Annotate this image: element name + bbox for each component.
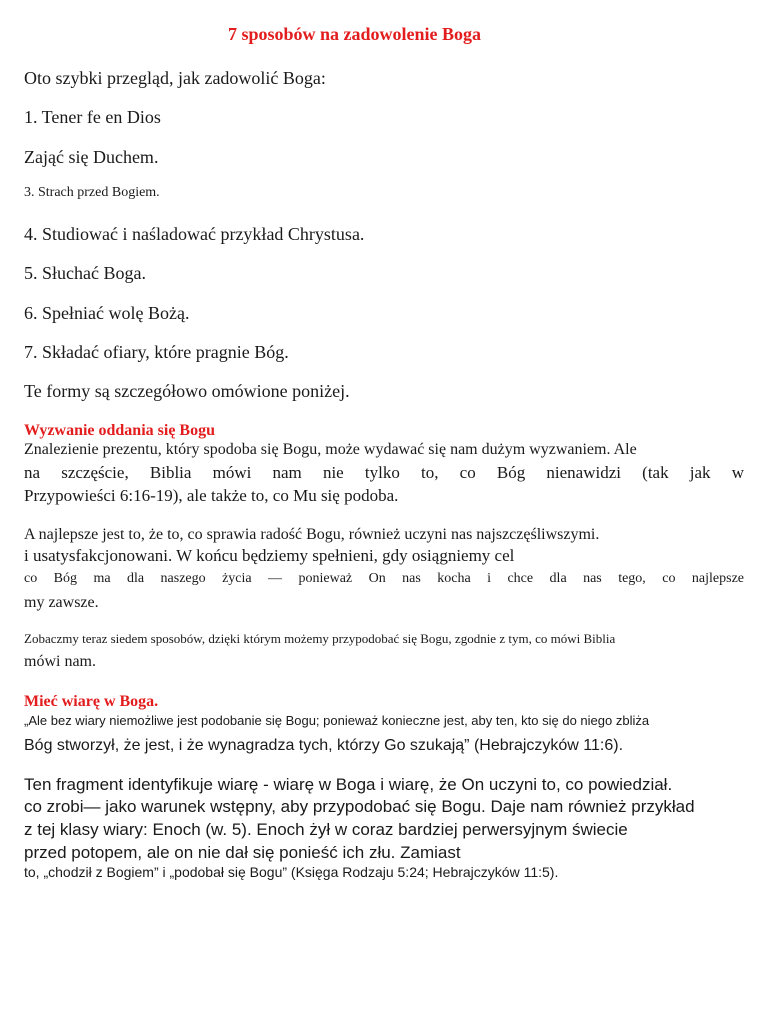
list-item: 4. Studiować i naśladować przykład Chrystusa. xyxy=(24,224,365,244)
section-heading: Mieć wiarę w Boga. xyxy=(24,693,159,710)
list-item: Zająć się Duchem. xyxy=(24,147,159,167)
list-item: 6. Spełniać wolę Bożą. xyxy=(24,303,190,323)
paragraph-line: Przypowieści 6:16-19), ale także to, co Mu się podoba. xyxy=(24,486,399,505)
list-item: 3. Strach przed Bogiem. xyxy=(24,185,160,200)
paragraph-line: to, „chodził z Bogiem” i „podobał się Bogu” (Księga Rodzaju 5:24; Hebrajczyków 11:5). xyxy=(24,864,559,880)
quote-line: „Ale bez wiary niemożliwe jest podobanie się Bogu; ponieważ konieczne jest, aby ten, kto się do niego zbliża xyxy=(24,713,650,728)
list-item: 1. Tener fe en Dios xyxy=(24,107,161,127)
section-heading: Wyzwanie oddania się Bogu xyxy=(24,422,215,439)
paragraph-line: Ten fragment identyfikuje wiarę - wiarę w Boga i wiarę, że On uczyni to, co powiedział. xyxy=(24,775,673,794)
paragraph-line: Znalezienie prezentu, który spodoba się Bogu, może wydawać się nam dużym wyzwaniem. Ale xyxy=(24,441,637,458)
list-item: 5. Słuchać Boga. xyxy=(24,263,146,283)
paragraph-line: przed potopem, ale on nie dał się ponieść ich złu. Zamiast xyxy=(24,843,461,862)
paragraph-line: co Bóg ma dla naszego życia — ponieważ On nas kocha i chce dla nas tego, co najlepsze xyxy=(24,571,744,586)
intro-text: Oto szybki przegląd, jak zadowolić Boga: xyxy=(24,68,326,88)
paragraph-line: mówi nam. xyxy=(24,653,96,670)
paragraph-line: Zobaczmy teraz siedem sposobów, dzięki którym możemy przypodobać się Bogu, zgodnie z tym, co mówi Biblia xyxy=(24,631,616,646)
quote-line: Bóg stworzył, że jest, i że wynagradza tych, którzy Go szukają” (Hebrajczyków 11:6). xyxy=(24,737,624,754)
outro-text: Te formy są szczegółowo omówione poniżej. xyxy=(24,381,350,401)
document-title: 7 sposobów na zadowolenie Boga xyxy=(228,24,482,44)
paragraph-line: i usatysfakcjonowani. W końcu będziemy spełnieni, gdy osiągniemy cel xyxy=(24,546,515,565)
paragraph-line: A najlepsze jest to, że to, co sprawia radość Bogu, również uczyni nas najszczęśliwszymi. xyxy=(24,526,600,543)
list-item: 7. Składać ofiary, które pragnie Bóg. xyxy=(24,342,289,362)
paragraph-line: na szczęście, Biblia mówi nam nie tylko to, co Bóg nienawidzi (tak jak w xyxy=(24,463,744,482)
paragraph-line: co zrobi— jako warunek wstępny, aby przypodobać się Bogu. Daje nam również przykład xyxy=(24,797,695,816)
paragraph-line: my zawsze. xyxy=(24,594,99,611)
paragraph-line: z tej klasy wiary: Enoch (w. 5). Enoch żył w coraz bardziej perwersyjnym świecie xyxy=(24,820,628,839)
